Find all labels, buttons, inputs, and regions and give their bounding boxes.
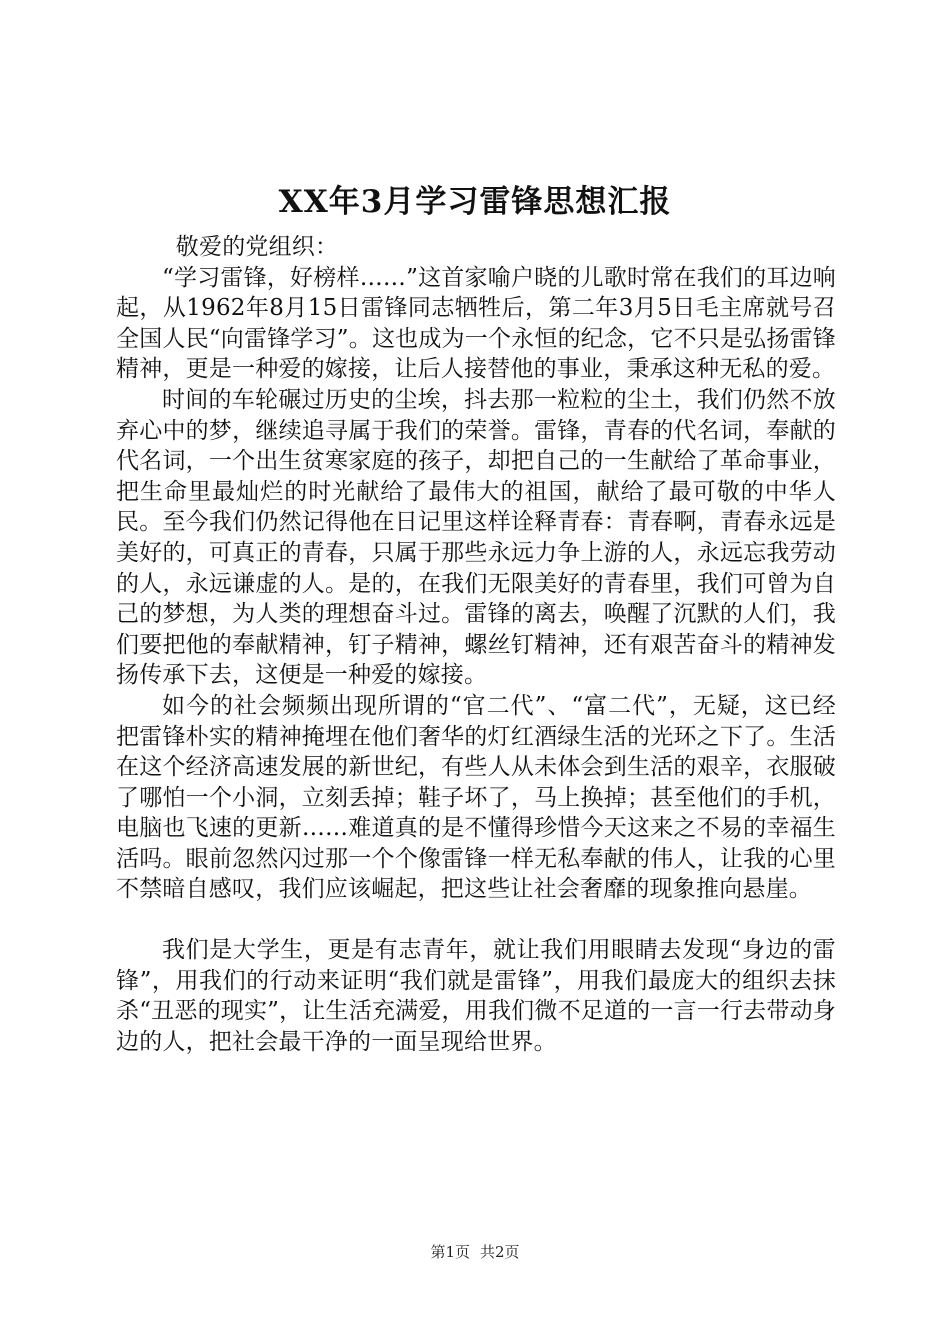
paragraph: 如今的社会频频出现所谓的“官二代”、“富二代”，无疑，这已经把雷锋朴实的精神掩埋在他们奢华的灯红酒绿生活的光环之下了。生活在这个经济高速发展的新世纪，有些人从未体会到生活的艰辛，衣服破了哪怕一个小洞，立刻丢掉；鞋子坏了，马上换掉；甚至他们的手机，电脑也飞速的更新……难道真的是不懂得珍惜今天这来之不易的幸福生活吗。眼前忽然闪过那一个个像雷锋一样无私奉献的伟人，让我的心里不禁暗自感叹，我们应该崛起，把这些让社会奢靡的现象推向悬崖。 — [116, 692, 836, 903]
paragraph: 时间的车轮碾过历史的尘埃，抖去那一粒粒的尘土，我们仍然不放弃心中的梦，继续追寻属于我们的荣誉。雷锋，青春的代名词，奉献的代名词，一个出生贫寒家庭的孩子，却把自己的一生献给了革命事业，把生命里最灿烂的时光献给了最伟大的祖国，献给了最可敬的中华人民。至今我们仍然记得他在日记里这样诠释青春：青春啊，青春永远是美好的，可真正的青春，只属于那些永远力争上游的人，永远忘我劳动的人，永远谦虚的人。是的，在我们无限美好的青春里，我们可曾为自己的梦想，为人类的理想奋斗过。雷锋的离去，唤醒了沉默的人们，我们要把他的奉献精神，钉子精神，螺丝钉精神，还有艰苦奋斗的精神发扬传承下去，这便是一种爱的嫁接。 — [116, 386, 836, 689]
page-footer — [0, 1242, 950, 1262]
document-title: XX年3月学习雷锋思想汇报 — [278, 184, 672, 220]
page-number: 第1页 — [430, 1243, 470, 1261]
salutation: 敬爱的党组织： — [175, 234, 339, 260]
page-total: 共2页 — [480, 1243, 520, 1261]
paragraph: “学习雷锋，好榜样……”这首家喻户晓的儿歌时常在我们的耳边响起，从1962年8月15日雷锋同志牺牲后，第二年3月5日毛主席就号召全国人民“向雷锋学习”。这也成为一个永恒的纪念，它不只是弘扬雷锋精神，更是一种爱的嫁接，让后人接替他的事业，秉承这种无私的爱。 — [116, 264, 836, 383]
document-body — [116, 232, 836, 1057]
paragraph: 我们是大学生，更是有志青年，就让我们用眼睛去发现“身边的雷锋”，用我们的行动来证明“我们就是雷锋”，用我们最庞大的组织去抹杀“丑恶的现实”，让生活充满爱，用我们微不足道的一言一行去带动身边的人，把社会最干净的一面呈现给世界。 — [116, 937, 836, 1055]
